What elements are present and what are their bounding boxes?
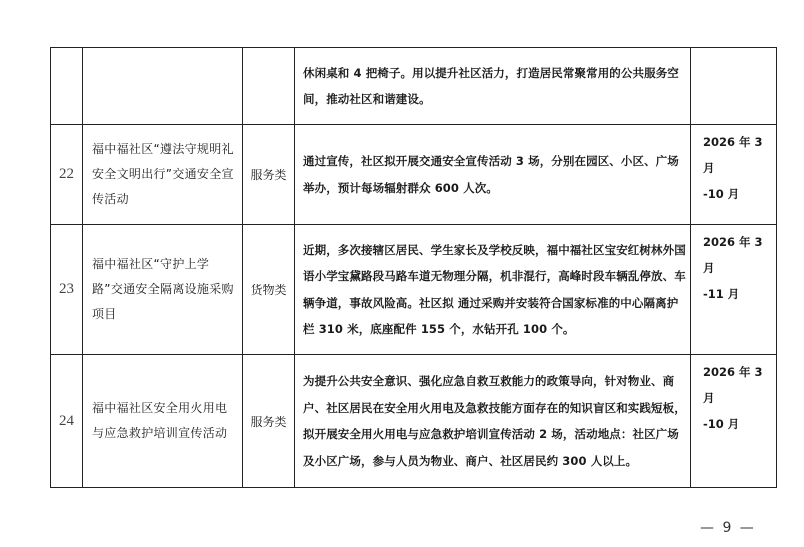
period-end: -11 月 (703, 287, 740, 301)
project-type: 服务类 (243, 125, 295, 225)
period-end: -10 月 (703, 187, 740, 201)
project-period (691, 48, 777, 125)
row-number: 23 (51, 225, 83, 355)
row-number: 24 (51, 355, 83, 488)
project-period (691, 125, 777, 225)
project-name: 福中福社区“守护上学路”交通安全隔离设施采购项目 (83, 225, 243, 355)
project-description: 近期，多次接辖区居民、学生家长及学校反映，福中福社区宝安红树林外国语小学宝黛路段马路车道无物理分隔，机非混行，高峰时段车辆乱停放、车辆争道，事故风险高。社区拟 通过采购并安装符合国家标准的中心隔离护栏 310 米，底座配件 155 个，水钻开孔 100 个。 (295, 225, 691, 355)
project-type: 服务类 (243, 355, 295, 488)
project-name: 福中福社区“遵法守规明礼安全文明出行”交通安全宣传活动 (83, 125, 243, 225)
row-number: 22 (51, 125, 83, 225)
period-end: -10 月 (703, 417, 740, 431)
period-start: 2026 年 3 月 (703, 365, 763, 405)
row-number (51, 48, 83, 125)
period-start: 2026 年 3 月 (703, 235, 763, 275)
table-row (51, 48, 777, 125)
project-description: 通过宣传，社区拟开展交通安全宣传活动 3 场，分别在园区、小区、广场举办，预计每场辐射群众 600 人次。 (295, 125, 691, 225)
project-type (243, 48, 295, 125)
table-row (51, 125, 777, 225)
project-period (691, 225, 777, 355)
table-row (51, 355, 777, 488)
project-name: 福中福社区安全用火用电与应急救护培训宣传活动 (83, 355, 243, 488)
project-description: 为提升公共安全意识、强化应急自救互救能力的政策导向，针对物业、商户、社区居民在安全用火用电及急救技能方面存在的知识盲区和实践短板，拟开展安全用火用电与应急救护培训宣传活动 2 场，活动地点：社区广场及小区广场，参与人员为物业、商户、社区居民约 300 人以上。 (295, 355, 691, 488)
project-type: 货物类 (243, 225, 295, 355)
project-period (691, 355, 777, 488)
project-description: 休闲桌和 4 把椅子。用以提升社区活力，打造居民常聚常用的公共服务空间，推动社区和谐建设。 (295, 48, 691, 125)
table-row (51, 225, 777, 355)
project-name (83, 48, 243, 125)
project-table (50, 47, 777, 488)
page-number: — 9 — (700, 520, 756, 536)
period-start: 2026 年 3 月 (703, 135, 763, 175)
